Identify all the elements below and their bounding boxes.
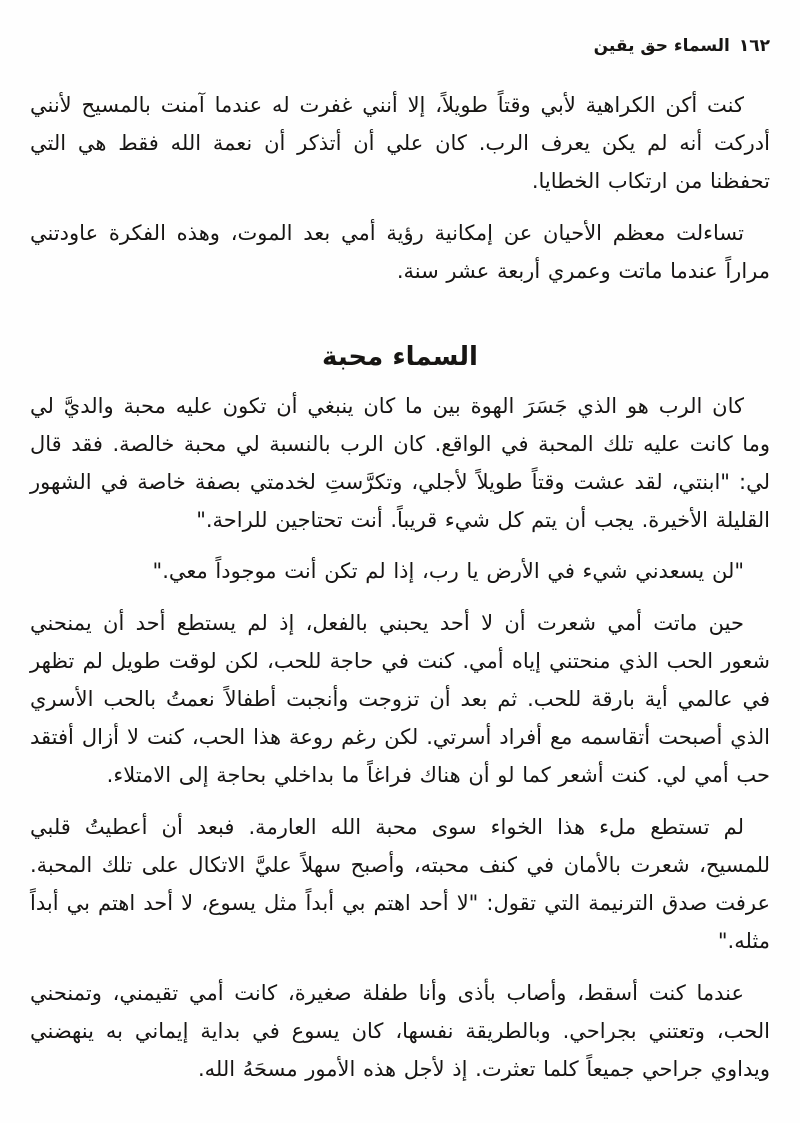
paragraph-forgiving-father: كنت أكن الكراهية لأبي وقتاً طويلاً، إلا أنني غفرت له عندما آمنت بالمسيح لأنني أدركت أنه لم يكن يعرف الرب. كان علي أن أتذكر أن نعمة الله فقط هي التي تحفظنا من ارتكاب الخطايا. (30, 93, 770, 193)
section-heading: السماء محبة (322, 342, 478, 372)
book-title: السماء حق يقين (593, 36, 730, 56)
paragraph-prayer-quote: "لن يسعدني شيء في الأرض يا رب، إذا لم تكن أنت موجوداً معي." (152, 559, 744, 583)
paragraph-mothers-death-love: حين ماتت أمي شعرت أن لا أحد يحبني بالفعل، إذ لم يستطع أحد أن يمنحني شعور الحب الذي منحتني إياه أمي. كنت في حاجة للحب، لكن لوقت طويل لم تظهر في عالمي أية بارقة للحب. ثم بعد أن تزوجت وأنجبت أطفالاً نعمتُ بالحب الأسري الذي أصبحت أتقاسمه مع أفراد أسرتي. لكن رغم روعة هذا الحب، كنت لا أزال أفتقد حب أمي لي. كنت أشعر كما لو أن هناك فراغاً ما بداخلي بحاجة إلى الامتلاء. (30, 611, 770, 787)
paragraph-lord-bridged-gap: كان الرب هو الذي جَسَرَ الهوة بين ما كان ينبغي أن تكون عليه محبة والديَّ لي وما كانت عليه تلك المحبة في الواقع. كان الرب بالنسبة لي محبة خالصة. فقد قال لي: "ابنتي، لقد عشت وقتاً طويلاً لأجلي، وتكرَّستِ لخدمتي بصفة خاصة في الشهور القليلة الأخيرة. يجب أن يتم كل شيء قريباً. أنت تحتاجين للراحة." (30, 394, 770, 532)
paragraph-wondering-about-mother: تساءلت معظم الأحيان عن إمكانية رؤية أمي بعد الموت، وهذه الفكرة عاودتني مراراً عندما ماتت وعمري أربعة عشر سنة. (30, 221, 770, 283)
page-number: ١٦٢ (738, 36, 770, 56)
paragraph-jesus-heals-wounds: عندما كنت أسقط، وأصاب بأذى وأنا طفلة صغيرة، كانت أمي تقيمني، وتمنحني الحب، وتعتني بجراحي. وبالطريقة نفسها، كان يسوع في بداية إيماني به ينهضني ويداوي جراحي جميعاً كلما تعثرت. إذ لأجل هذه الأمور مسحَهُ الله. (30, 981, 770, 1081)
paragraph-gods-love-filled-void: لم تستطع ملء هذا الخواء سوى محبة الله العارمة. فبعد أن أعطيتُ قلبي للمسيح، شعرت بالأمان في كنف محبته، وأصبح سهلاً عليَّ الاتكال على تلك المحبة. عرفت صدق الترنيمة التي تقول: "لا أحد اهتم بي أبداً مثل يسوع، لا أحد اهتم بي أبداً مثله." (30, 815, 770, 953)
page-header (30, 36, 770, 56)
